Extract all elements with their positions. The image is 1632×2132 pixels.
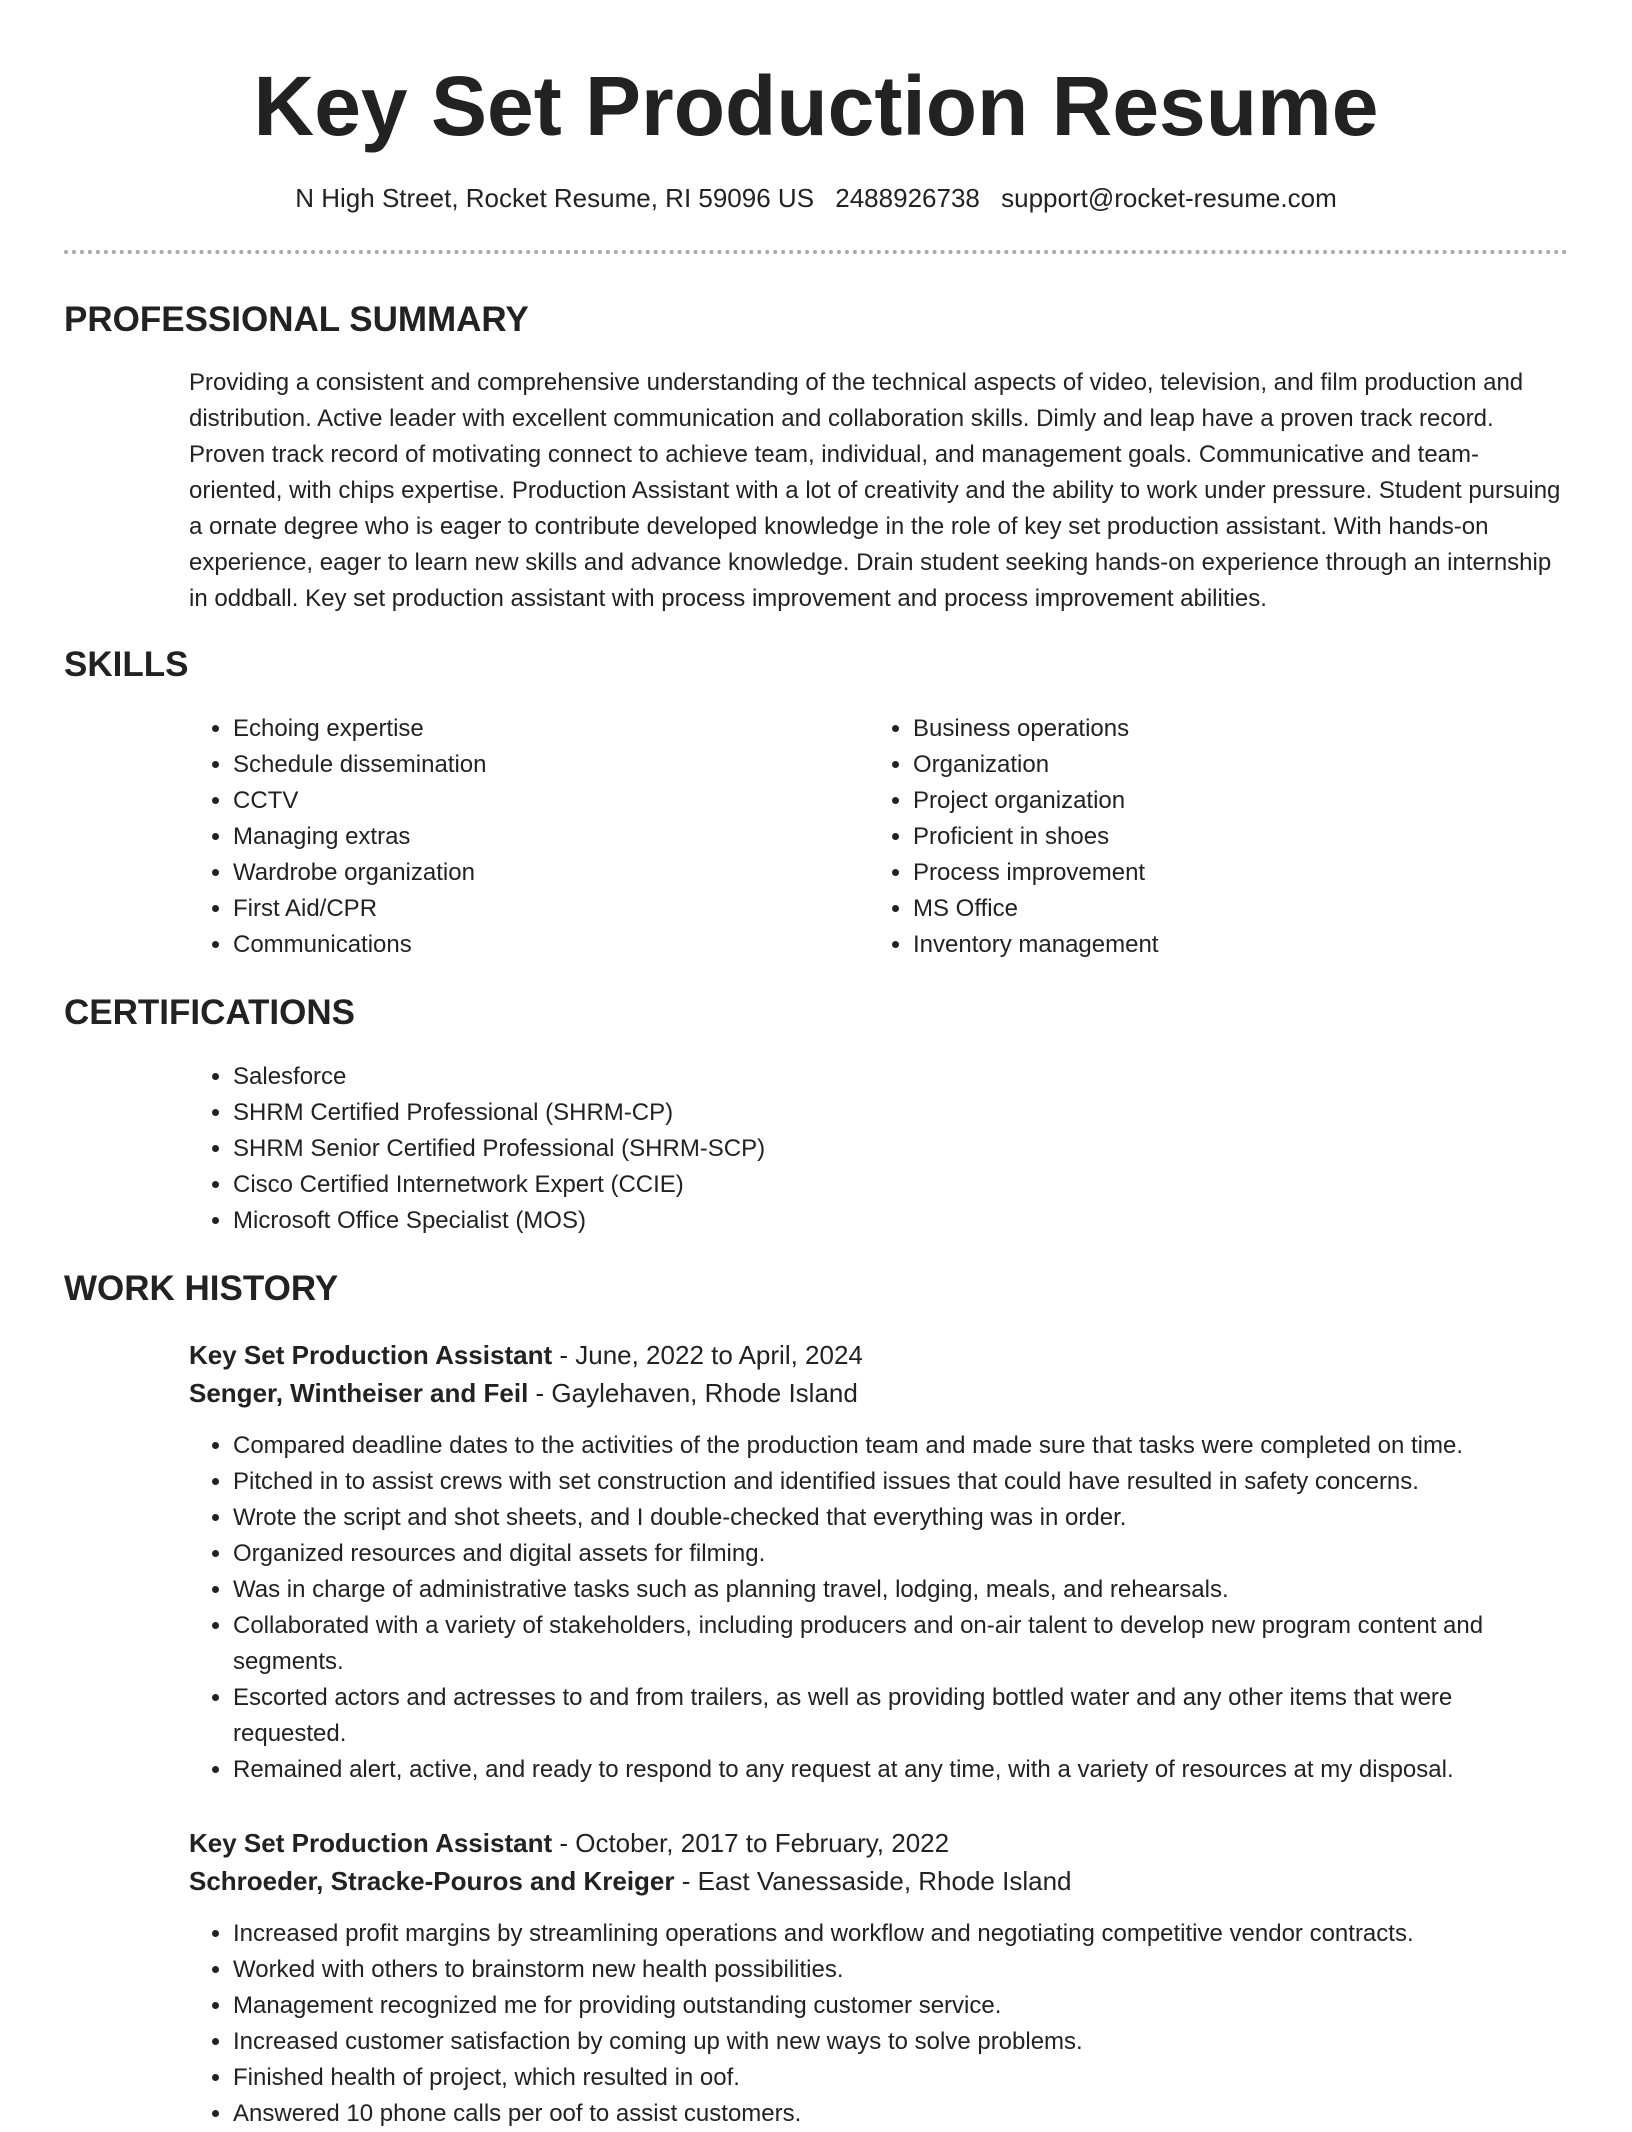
resume-title: Key Set Production Resume xyxy=(253,59,1379,153)
job-title: Key Set Production Assistant xyxy=(189,1828,553,1858)
job-title-line xyxy=(189,1336,1569,1374)
skill-item: • Project organization xyxy=(913,783,1509,819)
job-duty: • Wrote the script and shot sheets, and I double-checked that everything was in order. xyxy=(233,1500,1569,1536)
skill-item: • Business operations xyxy=(913,711,1509,747)
job-duty: • Was in charge of administrative tasks such as planning travel, lodging, meals, and rehearsals. xyxy=(233,1572,1569,1608)
job-duty: • Management recognized me for providing outstanding customer service. xyxy=(233,1988,1569,2024)
skill-item: • Organization xyxy=(913,747,1509,783)
skill-item: • CCTV xyxy=(233,783,829,819)
certification-item: • Cisco Certified Internetwork Expert (CCIE) xyxy=(233,1167,1189,1203)
skill-item: • Proficient in shoes xyxy=(913,819,1509,855)
certification-item: • SHRM Certified Professional (SHRM-CP) xyxy=(233,1095,1189,1131)
skills-list-right xyxy=(869,711,1509,963)
skill-item: • First Aid/CPR xyxy=(233,891,829,927)
job-duty: • Escorted actors and actresses to and from trailers, as well as providing bottled water and any other items that were requested. xyxy=(233,1680,1569,1752)
certifications-heading: CERTIFICATIONS xyxy=(64,993,356,1032)
job-duty: • Collaborated with a variety of stakeholders, including producers and on-air talent to develop new program content and segments. xyxy=(233,1608,1569,1680)
job-location: - East Vanessaside, Rhode Island xyxy=(674,1866,1072,1896)
job-duty: • Organized resources and digital assets for filming. xyxy=(233,1536,1569,1572)
certification-item: • Salesforce xyxy=(233,1059,1189,1095)
certification-item: • Microsoft Office Specialist (MOS) xyxy=(233,1203,1189,1239)
job-company-line xyxy=(189,1374,1569,1412)
certifications-list xyxy=(189,1059,1189,1239)
skill-item: • Inventory management xyxy=(913,927,1509,963)
job-company: Senger, Wintheiser and Feil xyxy=(189,1378,529,1408)
skill-item: • Schedule dissemination xyxy=(233,747,829,783)
skill-item: • Managing extras xyxy=(233,819,829,855)
contact-email: support@rocket-resume.com xyxy=(1001,183,1337,213)
job-duty: • Compared deadline dates to the activities of the production team and made sure that tasks were completed on time. xyxy=(233,1428,1569,1464)
job-entry xyxy=(189,1824,1569,2132)
skills-right-column xyxy=(869,711,1509,963)
skills-heading: SKILLS xyxy=(64,645,189,684)
skill-item: • Wardrobe organization xyxy=(233,855,829,891)
skills-list-left xyxy=(189,711,829,963)
job-duty: • Increased customer satisfaction by coming up with new ways to solve problems. xyxy=(233,2024,1569,2060)
contact-line xyxy=(0,180,1632,216)
job-duty: • Answered 10 phone calls per oof to assist customers. xyxy=(233,2096,1569,2132)
job-duties-list xyxy=(189,1916,1569,2132)
job-duty: • Finished health of project, which resulted in oof. xyxy=(233,2060,1569,2096)
job-duty: • Pitched in to assist crews with set construction and identified issues that could have resulted in safety concerns. xyxy=(233,1464,1569,1500)
job-duties-list xyxy=(189,1428,1569,1788)
skill-item: • Echoing expertise xyxy=(233,711,829,747)
job-title-line xyxy=(189,1824,1569,1862)
skill-item: • MS Office xyxy=(913,891,1509,927)
job-duty: • Worked with others to brainstorm new health possibilities. xyxy=(233,1952,1569,1988)
contact-address: N High Street, Rocket Resume, RI 59096 US xyxy=(295,183,815,213)
skill-item: • Process improvement xyxy=(913,855,1509,891)
certifications-block xyxy=(189,1059,1189,1239)
job-company-line xyxy=(189,1862,1569,1900)
job-dates: - June, 2022 to April, 2024 xyxy=(552,1340,863,1370)
job-entry xyxy=(189,1336,1569,1788)
job-duty: • Increased profit margins by streamlining operations and workflow and negotiating competitive vendor contracts. xyxy=(233,1916,1569,1952)
skills-left-column xyxy=(189,711,829,963)
contact-phone: 2488926738 xyxy=(835,183,980,213)
certification-item: • SHRM Senior Certified Professional (SHRM-SCP) xyxy=(233,1131,1189,1167)
job-location: - Gaylehaven, Rhode Island xyxy=(528,1378,858,1408)
summary-heading: PROFESSIONAL SUMMARY xyxy=(64,300,529,339)
job-duty: • Remained alert, active, and ready to respond to any request at any time, with a variety of resources at my disposal. xyxy=(233,1752,1569,1788)
job-company: Schroeder, Stracke-Pouros and Kreiger xyxy=(189,1866,675,1896)
header-divider xyxy=(64,250,1568,254)
summary-text: Providing a consistent and comprehensive understanding of the technical aspects of video, television, and film production and distribution. Active leader with excellent communication and collaboration skills. Dimly and leap have a proven track record. Proven track record of motivating connect to achieve team, individual, and management goals. Communicative and team-oriented, with chips expertise. Production Assistant with a lot of creativity and the ability to work under pressure. Student pursuing a ornate degree who is eager to contribute developed knowledge in the role of key set production assistant. With hands-on experience, eager to learn new skills and advance knowledge. Drain student seeking hands-on experience through an internship in oddball. Key set production assistant with process improvement and process improvement abilities. xyxy=(189,369,1561,612)
job-dates: - October, 2017 to February, 2022 xyxy=(552,1828,950,1858)
skill-item: • Communications xyxy=(233,927,829,963)
work-history-heading: WORK HISTORY xyxy=(64,1269,339,1308)
job-title: Key Set Production Assistant xyxy=(189,1340,553,1370)
